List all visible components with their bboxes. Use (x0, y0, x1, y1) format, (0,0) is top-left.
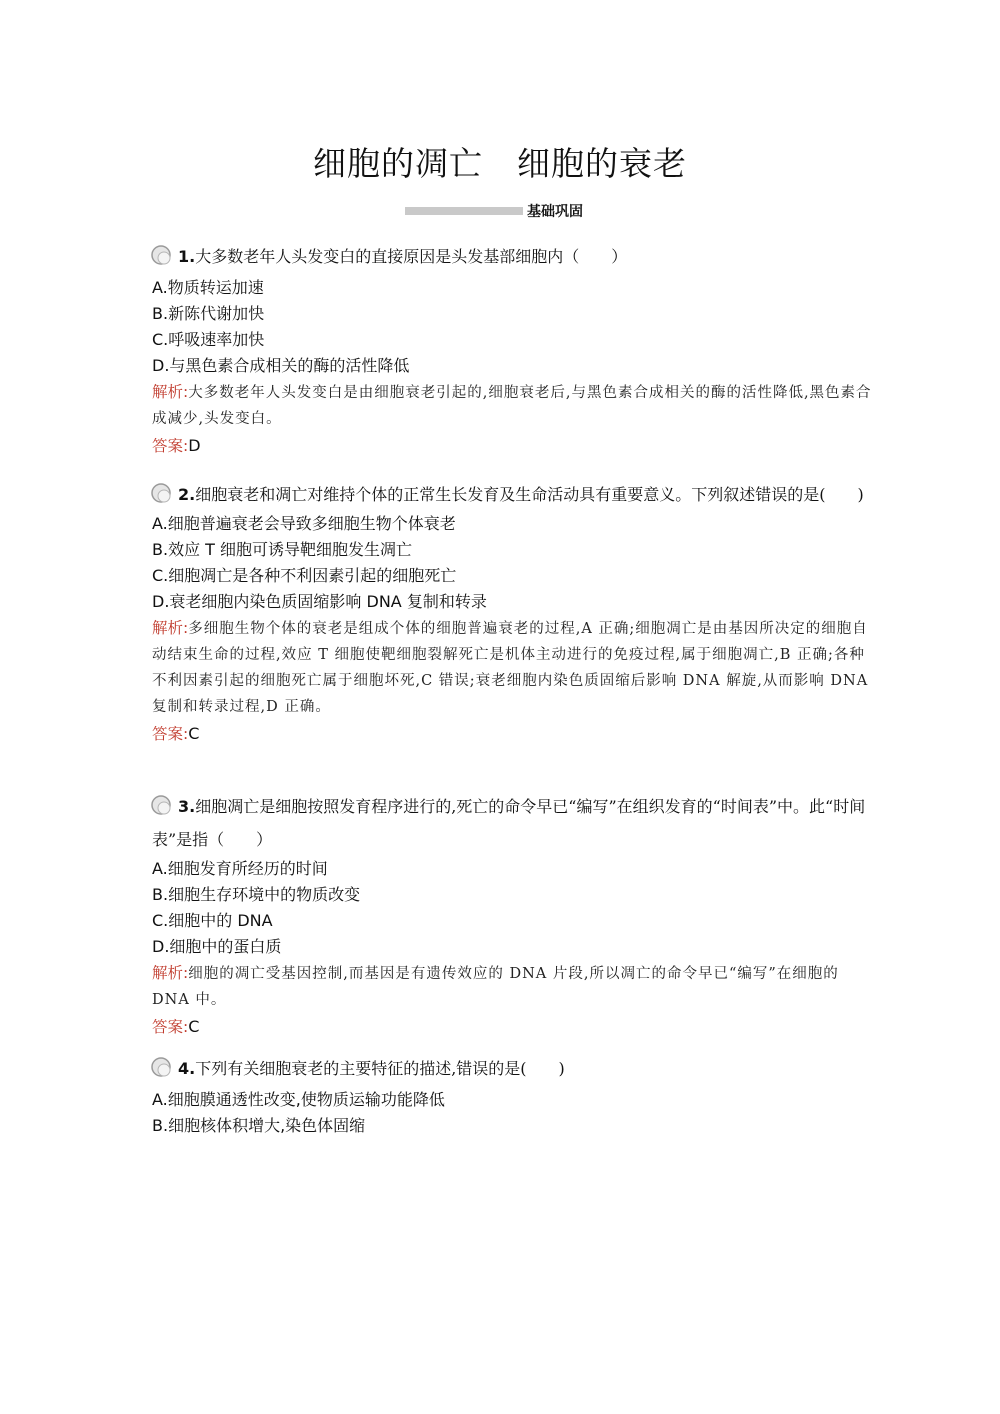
option-b: B.新陈代谢加快 (152, 304, 265, 323)
answer-value: C (188, 1017, 200, 1036)
question-stem (152, 790, 872, 856)
answer-value: C (188, 724, 200, 743)
answer-value: D (188, 436, 201, 455)
option-b: B.细胞核体积增大,染色体固缩 (152, 1116, 366, 1135)
option-c: C.呼吸速率加快 (152, 330, 265, 349)
question-stem (152, 478, 872, 511)
analysis-text: 细胞的凋亡受基因控制,而基因是有遗传效应的 DNA 片段,所以凋亡的命令早已“编写”在细胞的 DNA 中。 (152, 966, 839, 1008)
question-marker-icon (150, 244, 172, 266)
answer (152, 720, 872, 748)
option-d: D.衰老细胞内染色质固缩影响 DNA 复制和转录 (152, 592, 487, 611)
option-a: A.细胞膜通透性改变,使物质运输功能降低 (152, 1090, 445, 1109)
question-number: 3. (178, 797, 196, 816)
analysis (152, 960, 872, 1013)
option-d: D.与黑色素合成相关的酶的活性降低 (152, 356, 410, 375)
question-number: 4. (178, 1059, 196, 1078)
analysis-text: 多细胞生物个体的衰老是组成个体的细胞普遍衰老的过程,A 正确;细胞凋亡是由基因所决定的细胞自动结束生命的过程,效应 T 细胞使靶细胞裂解死亡是机体主动进行的免疫过程,属于细胞凋亡,B 正确;各种不利因素引起的细胞死亡属于细胞坏死,C 错误;衰老细胞内染色质固缩后影响 DNA 解旋,从而影响 DNA 复制和转录过程,D 正确。 (152, 621, 869, 715)
option-b: B.效应 T 细胞可诱导靶细胞发生凋亡 (152, 540, 413, 559)
answer-label: 答案: (152, 725, 189, 743)
answer-label: 答案: (152, 1018, 189, 1036)
question-text: 细胞凋亡是细胞按照发育程序进行的,死亡的命令早已“编写”在组织发育的“时间表”中。此“时间表”是指（ ） (152, 797, 866, 849)
question-marker-icon (150, 794, 172, 816)
analysis (152, 379, 872, 432)
section-bar (405, 207, 523, 215)
question-stem (152, 1052, 872, 1085)
question-number: 2. (178, 485, 196, 504)
question-text: 大多数老年人头发变白的直接原因是头发基部细胞内（ ） (195, 247, 628, 266)
analysis-label: 解析: (152, 619, 189, 637)
option-c: C.细胞凋亡是各种不利因素引起的细胞死亡 (152, 566, 457, 585)
question-stem (152, 240, 872, 273)
question-marker-icon (150, 482, 172, 504)
answer-label: 答案: (152, 437, 189, 455)
question-2 (152, 478, 872, 748)
option-a: A.细胞发育所经历的时间 (152, 859, 328, 878)
analysis-label: 解析: (152, 964, 189, 982)
option-d: D.细胞中的蛋白质 (152, 937, 282, 956)
question-4 (152, 1052, 872, 1139)
option-a: A.物质转运加速 (152, 278, 264, 297)
question-text: 细胞衰老和凋亡对维持个体的正常生长发育及生命活动具有重要意义。下列叙述错误的是( ) (195, 485, 864, 504)
analysis-label: 解析: (152, 383, 189, 401)
question-marker-icon (150, 1056, 172, 1078)
question-number: 1. (178, 247, 196, 266)
analysis-text: 大多数老年人头发变白是由细胞衰老引起的,细胞衰老后,与黑色素合成相关的酶的活性降低,黑色素合成减少,头发变白。 (152, 385, 872, 427)
answer (152, 1013, 872, 1041)
question-1 (152, 240, 872, 460)
analysis (152, 615, 872, 720)
section-label: 基础巩固 (527, 204, 583, 220)
question-text: 下列有关细胞衰老的主要特征的描述,错误的是( ) (195, 1059, 565, 1078)
option-a: A.细胞普遍衰老会导致多细胞生物个体衰老 (152, 514, 456, 533)
option-b: B.细胞生存环境中的物质改变 (152, 885, 361, 904)
question-3 (152, 790, 872, 1041)
page-title: 细胞的凋亡 细胞的衰老 (313, 144, 687, 183)
section-header (405, 203, 583, 219)
option-c: C.细胞中的 DNA (152, 911, 273, 930)
answer (152, 432, 872, 460)
